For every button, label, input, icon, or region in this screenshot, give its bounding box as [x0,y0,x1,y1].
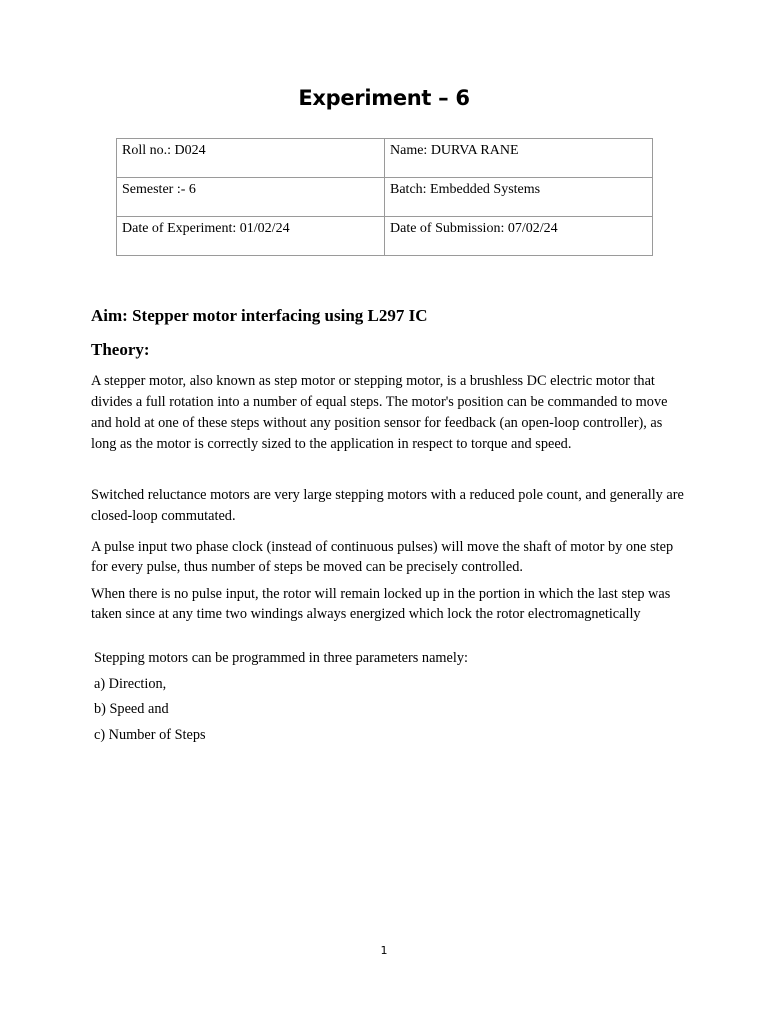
date-of-experiment: Date of Experiment: 01/02/24 [122,221,290,236]
list-item: c) Number of Steps [94,727,206,743]
theory-paragraph: A pulse input two phase clock (instead of continuous pulses) will move the shaft of motor by one step for every pulse, thus number of steps be moved can be precisely controlled. [91,539,674,575]
aim-heading: Aim: Stepper motor interfacing using L297 IC [91,306,428,325]
table-cell-semester [117,178,385,217]
list-item: b) Speed and [94,701,169,717]
date-of-submission: Date of Submission: 07/02/24 [390,221,558,236]
theory-paragraph: When there is no pulse input, the rotor will remain locked up in the portion in which the last step was taken since at any time two windings always energized which lock the rotor electromagnetically [91,586,671,622]
table-cell-roll [117,139,385,178]
roll-number: Roll no.: D024 [122,143,206,158]
page-number: 1 [380,944,388,957]
table-cell-batch [385,178,653,217]
theory-paragraph: Switched reluctance motors are very large stepping motors with a reduced pole count, and generally are closed-loop commutated. [91,487,684,524]
student-info-table [116,138,653,256]
list-item: a) Direction, [94,676,167,692]
batch: Batch: Embedded Systems [390,182,541,197]
document-title: Experiment – 6 [298,86,470,110]
student-name: Name: DURVA RANE [390,143,519,158]
semester: Semester :- 6 [122,182,196,197]
table-row [117,178,653,217]
table-cell-date-submission [385,217,653,256]
list-intro: Stepping motors can be programmed in three parameters namely: [94,650,468,666]
theory-paragraph: A stepper motor, also known as step motor or stepping motor, is a brushless DC electric motor that divides a full rotation into a number of equal steps. The motor's position can be commanded to move and hold at one of these steps without any position sensor for feedback (an open-loop controller), as long as the motor is correctly sized to the application in respect to torque and speed. [91,373,668,452]
theory-heading: Theory: [91,340,150,359]
table-row [117,217,653,256]
table-cell-name [385,139,653,178]
table-row [117,139,653,178]
table-cell-date-experiment [117,217,385,256]
